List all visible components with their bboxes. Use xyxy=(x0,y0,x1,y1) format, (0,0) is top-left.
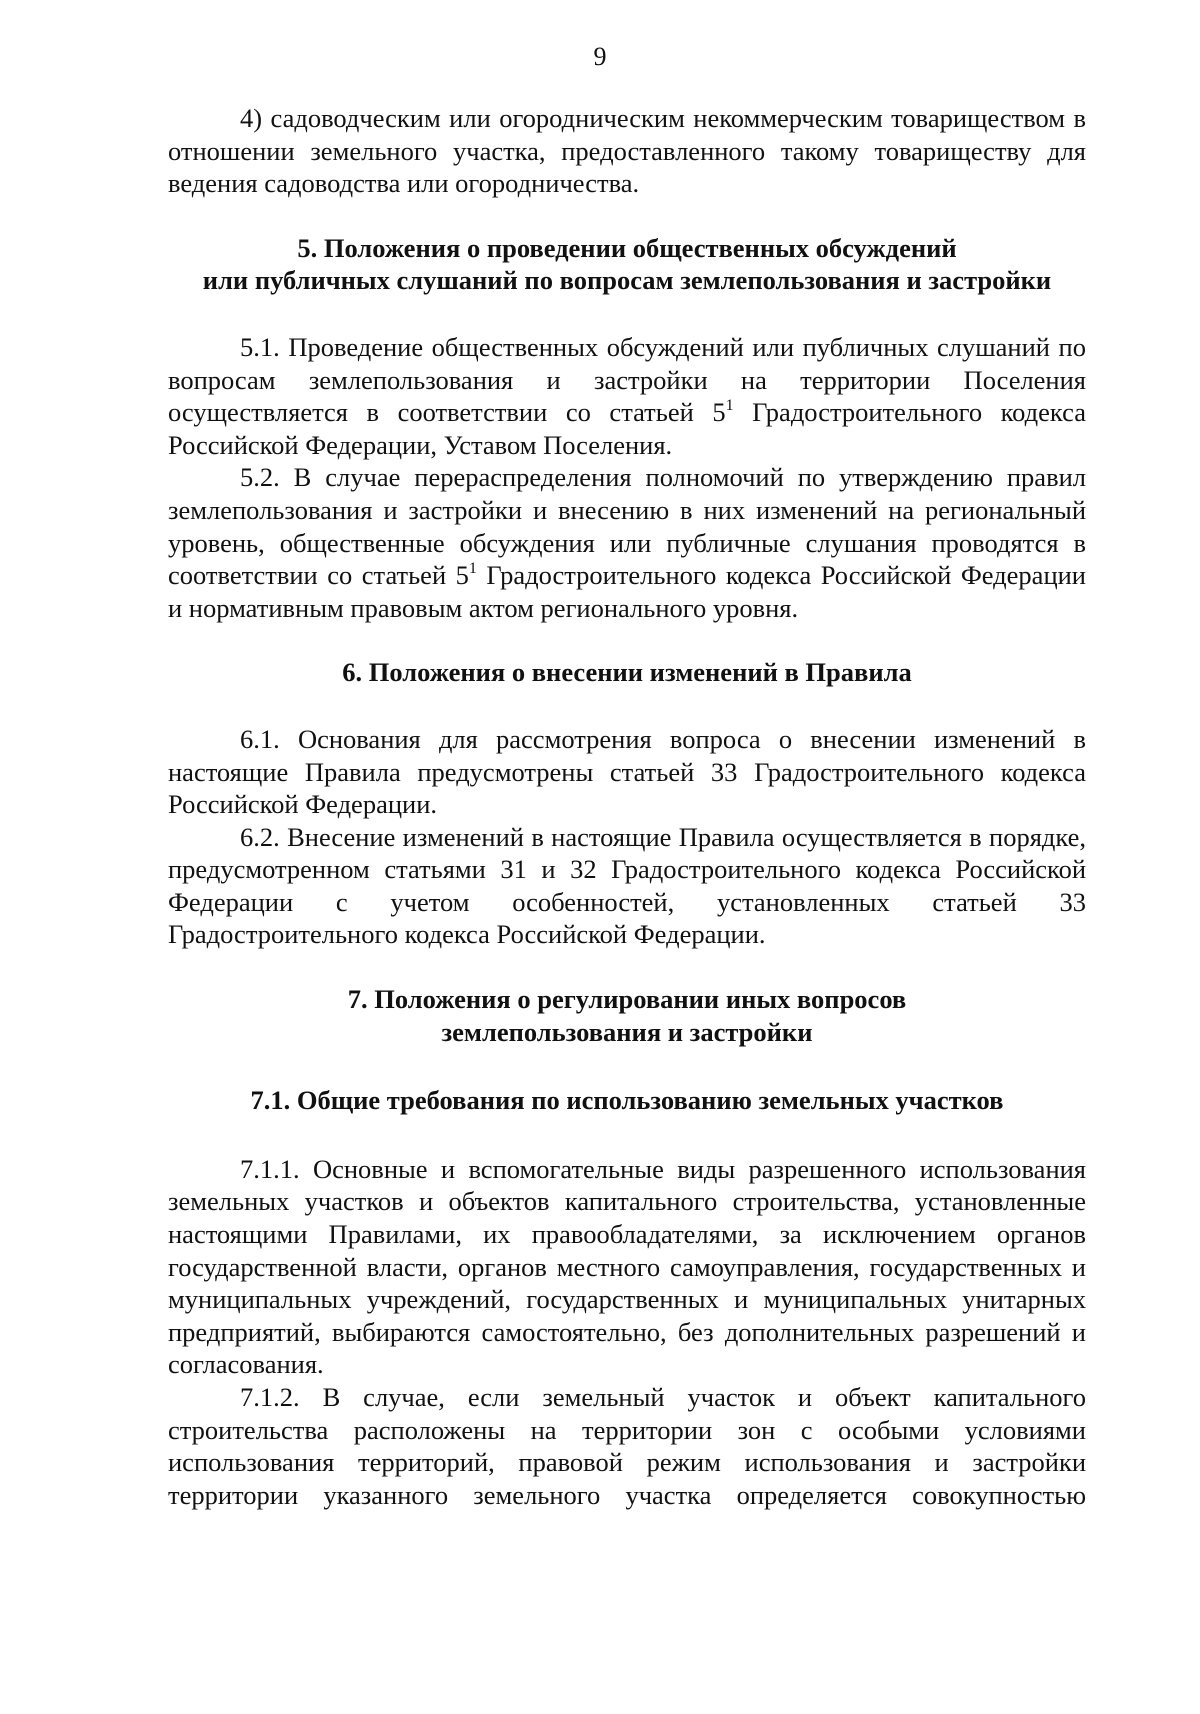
paragraph-7-1-2: 7.1.2. В случае, если земельный участок и объект капитального строительства расположены на территории зон с особыми условиями использования территорий, правовой режим использования и застройки территории указанного земельного участка определяется совокупностью xyxy=(168,1382,1086,1510)
page-number: 9 xyxy=(593,42,607,71)
section-heading-7-line-2: землепользования и застройки xyxy=(441,1016,813,1047)
section-heading-5-line-2: или публичных слушаний по вопросам землепользования и застройки xyxy=(202,265,1052,296)
section-heading-5 xyxy=(168,232,1086,297)
subsection-heading-7-1-line-1: 7.1. Общие требования по использованию земельных участков xyxy=(250,1085,1004,1116)
paragraph-5-2-superscript: 1 xyxy=(468,560,477,578)
section-heading-7-line-1: 7. Положения о регулировании иных вопросов xyxy=(347,984,907,1015)
subsection-heading-7-1 xyxy=(168,1084,1086,1117)
paragraph-6-2: 6.2. Внесение изменений в настоящие Правила осуществляется в порядке, предусмотренном статьями 31 и 32 Градостроительного кодекса Российской Федерации с учетом особенностей, установленных статьей 33 Градостроительного кодекса Российской Федерации. xyxy=(168,821,1086,950)
section-heading-5-line-1: 5. Положения о проведении общественных обсуждений xyxy=(297,232,957,263)
paragraph-7-1-1: 7.1.1. Основные и вспомогательные виды разрешенного использования земельных участков и объектов капитального строительства, установленные настоящими Правилами, их правообладателями, за исключением органов государственной власти, органов местного самоуправления, государственных и муниципальных учреждений, государственных и муниципальных унитарных предприятий, выбираются самостоятельно, без дополнительных разрешений и согласования. xyxy=(168,1153,1086,1380)
paragraph-5-1 xyxy=(168,331,1086,461)
section-heading-7 xyxy=(168,983,1086,1048)
paragraph-5-2-text-a: 5.2. В случае перераспределения полномочий по утверждению правил землепользования и застройки и внесению в них изменений на региональный уровень, общественные обсуждения или публичные слушания проводятся в соответствии со статьей 5 xyxy=(168,462,1086,591)
paragraph-5-1-text-b: Градостроительного кодекса Российской Федерации, Уставом Поселения. xyxy=(168,397,1086,460)
paragraph-5-2-text-b: Градостроительного кодекса Российской Федерации и нормативным правовым актом регионального уровня. xyxy=(168,560,1086,623)
section-heading-6 xyxy=(168,656,1086,689)
paragraph-6-1: 6.1. Основания для рассмотрения вопроса о внесении изменений в настоящие Правила предусмотрены статьей 33 Градостроительного кодекса Российской Федерации. xyxy=(168,723,1086,820)
paragraph-5-2 xyxy=(168,461,1086,624)
paragraph-5-1-superscript: 1 xyxy=(725,397,734,415)
section-heading-6-line-1: 6. Положения о внесении изменений в Правила xyxy=(342,657,912,688)
paragraph-item-4: 4) садоводческим или огородническим некоммерческим товариществом в отношении земельного участка, предоставленного такому товариществу для ведения садоводства или огородничества. xyxy=(168,103,1086,199)
paragraph-5-1-text-a: 5.1. Проведение общественных обсуждений или публичных слушаний по вопросам землепользования и застройки на территории Поселения осуществляется в соответствии со статьей 5 xyxy=(168,331,1086,428)
document-body xyxy=(168,102,1086,1511)
